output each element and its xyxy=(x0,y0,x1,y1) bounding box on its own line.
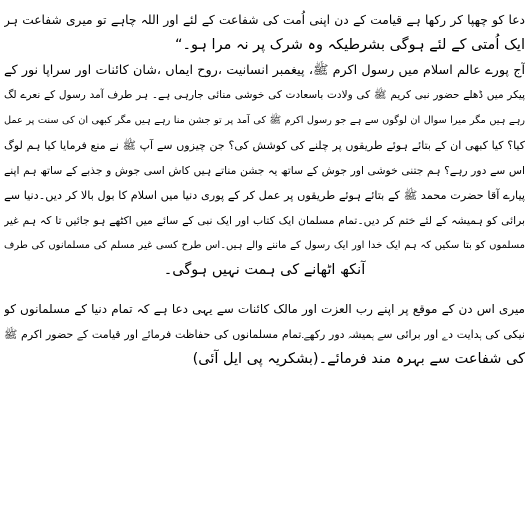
text-line: کی شفاعت سے بہرہ مند فرمائے۔(بشکریہ پی ایل آئی) xyxy=(192,351,525,367)
paragraph-spacer xyxy=(4,283,525,297)
text-line: آج پورے عالم اسلام میں رسول اکرم ﷺ، پیغمبر انسانیت ،روح ایماں ،شان کائنات اور سراپا نور کے xyxy=(4,63,525,78)
text-line: آنکھ اٹھانے کی ہمت نہیں ہوگی۔ xyxy=(163,262,366,278)
paragraph-1 xyxy=(4,8,525,58)
text-line: رہے ہیں مگر میرا سوال ان لوگوں سے ہے جو رسول اکرم ﷺ کی آمد پر تو جشن منا رہے ہیں مگر کبھی ان کی سنت پر عمل xyxy=(4,115,525,126)
text-line: مسلموں کو بتا سکیں کہ ہم ایک خدا اور ایک رسول کے ماننے والے ہیں۔اس طرح کسی غیر مسلم کی مسلمانوں کی طرف xyxy=(4,240,525,251)
text-line: کیا؟ کیا کبھی ان کے بتائے ہوئے طریقوں پر چلنے کی کوشش کی؟ جن چیزوں سے آپ ﷺ نے منع فرمایا کیا ہم لوگ xyxy=(4,139,525,152)
urdu-article xyxy=(4,8,525,372)
text-line: پیارے آقا حضرت محمد ﷺ کے بتائے ہوئے طریقوں پر عمل کر کے پوری دنیا میں اسلام کا بول بالا کر دیں۔دنیا سے xyxy=(4,189,525,202)
text-line: برائی کو ہمیشہ کے لئے ختم کر دیں۔تمام مسلمان ایک کتاب اور ایک نبی کے سائے میں اکٹھے ہو جائیں تا کہ ہم غیر xyxy=(4,214,525,227)
paragraph-2 xyxy=(4,58,525,283)
text-line: ایک اُمتی کے لئے ہوگی بشرطیکہ وہ شرک پر نہ مرا ہو۔“ xyxy=(174,37,525,53)
text-line: نیکی کی ہدایت دے اور برائی سے ہمیشہ دور رکھے۔تمام مسلمانوں کی حفاظت فرمائے اور قیامت کے حضور اکرم ﷺ xyxy=(4,328,525,341)
text-line: اس سے دور رہے؟ ہم جتنی خوشی اور جوش کے ساتھ یہ جشن مناتے ہیں کاش اسی جوش و جذبے کے ساتھ ہم اپنے xyxy=(4,164,525,177)
text-line: میری اس دن کے موقع پر اپنے رب العزت اور مالک کائنات سے یہی دعا ہے کہ تمام دنیا کے مسلمانوں کو xyxy=(4,302,525,316)
text-line: دعا کو چھپا کر رکھا ہے قیامت کے دن اپنی اُمت کی شفاعت کے لئے اور اللہ چاہے تو میری شفاعت ہر xyxy=(4,13,525,27)
paragraph-3 xyxy=(4,297,525,372)
text-line: پیکر میں ڈھلے حضور نبی کریم ﷺ کی ولادت باسعادت کی خوشی منائی جارہی ہے۔ ہر طرف آمد رسول کے نعرے لگ xyxy=(4,89,525,101)
